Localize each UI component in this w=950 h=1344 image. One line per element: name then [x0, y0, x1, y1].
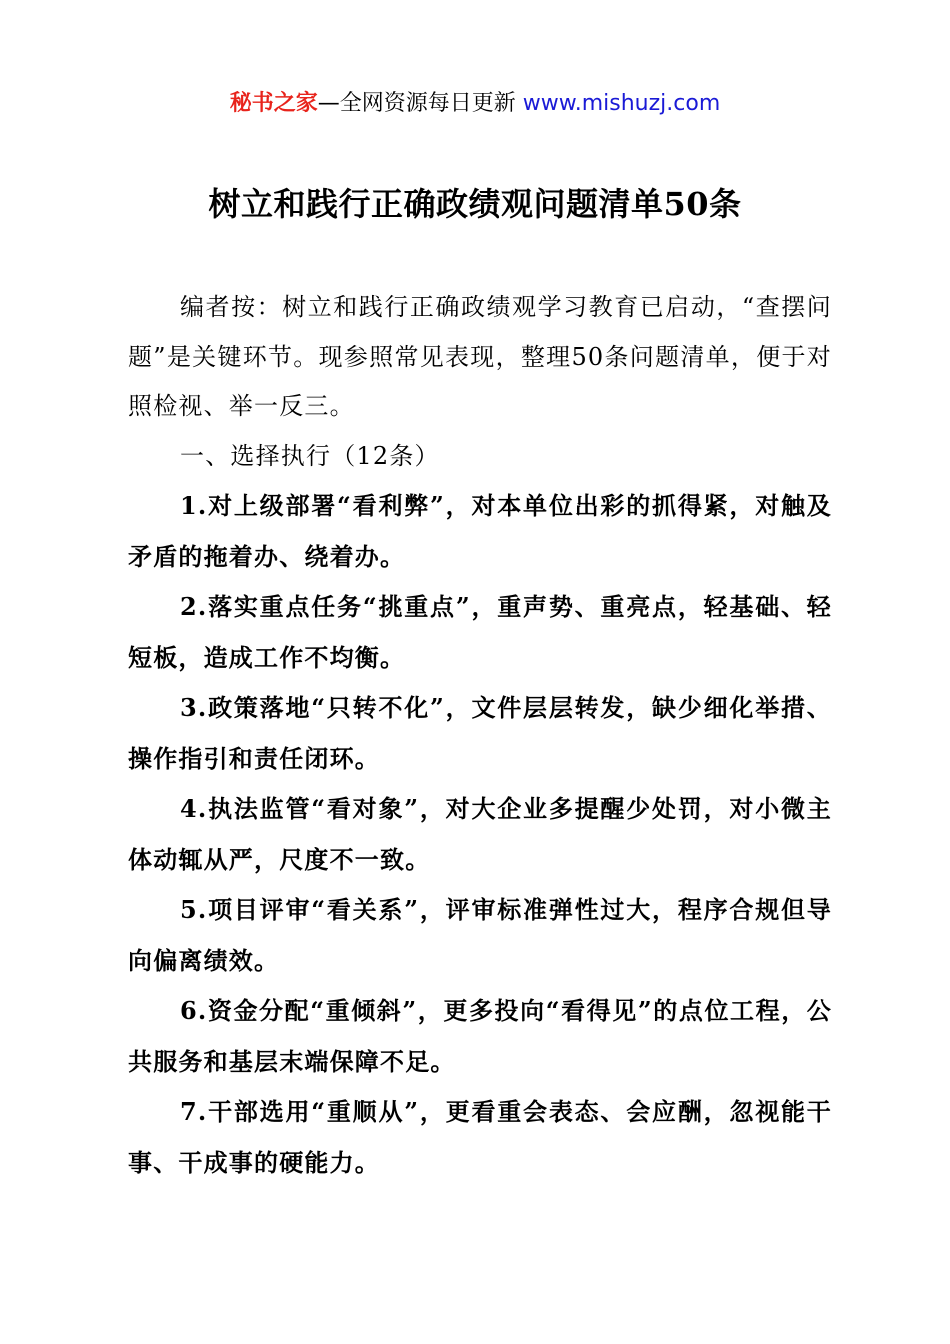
site-url-link[interactable]: www.mishuzj.com: [522, 91, 721, 116]
item-number: 2.: [180, 592, 208, 621]
list-item: [128, 582, 832, 683]
list-item: [128, 784, 832, 885]
item-text: 项目评审“看关系”，评审标准弹性过大，程序合规但导向偏离绩效。: [128, 895, 832, 975]
item-number: 1.: [180, 491, 208, 520]
item-text: 对上级部署“看利弊”，对本单位出彩的抓得紧，对触及矛盾的拖着办、绕着办。: [128, 491, 832, 571]
item-number: 3.: [180, 693, 208, 722]
item-text: 落实重点任务“挑重点”，重声势、重亮点，轻基础、轻短板，造成工作不均衡。: [128, 592, 832, 672]
list-item: [128, 885, 832, 986]
list-item: [128, 481, 832, 582]
item-text: 干部选用“重顺从”，更看重会表态、会应酬，忽视能干事、干成事的硬能力。: [128, 1097, 832, 1177]
list-item: [128, 986, 832, 1087]
editor-note: 编者按：树立和践行正确政绩观学习教育已启动，“查摆问题”是关键环节。现参照常见表现，整理50条问题清单，便于对照检视、举一反三。: [128, 293, 832, 420]
item-number: 7.: [180, 1097, 208, 1126]
item-number: 5.: [180, 895, 208, 924]
site-name: 秘书之家: [229, 91, 318, 116]
site-slogan: —全网资源每日更新: [317, 91, 523, 116]
document-body: [128, 283, 832, 1188]
item-text: 执法监管“看对象”，对大企业多提醒少处罚，对小微主体动辄从严，尺度不一致。: [128, 794, 832, 874]
item-text: 资金分配“重倾斜”，更多投向“看得见”的点位工程，公共服务和基层末端保障不足。: [128, 996, 832, 1076]
list-item: [128, 683, 832, 784]
item-text: 政策落地“只转不化”，文件层层转发，缺少细化举措、操作指引和责任闭环。: [128, 693, 832, 773]
item-number: 6.: [180, 996, 208, 1025]
list-item: [128, 1087, 832, 1188]
item-number: 4.: [180, 794, 208, 823]
document-title: 树立和践行正确政绩观问题清单50条: [208, 185, 742, 223]
site-header: [0, 88, 950, 120]
section-heading: 一、选择执行（12条）: [180, 441, 440, 470]
